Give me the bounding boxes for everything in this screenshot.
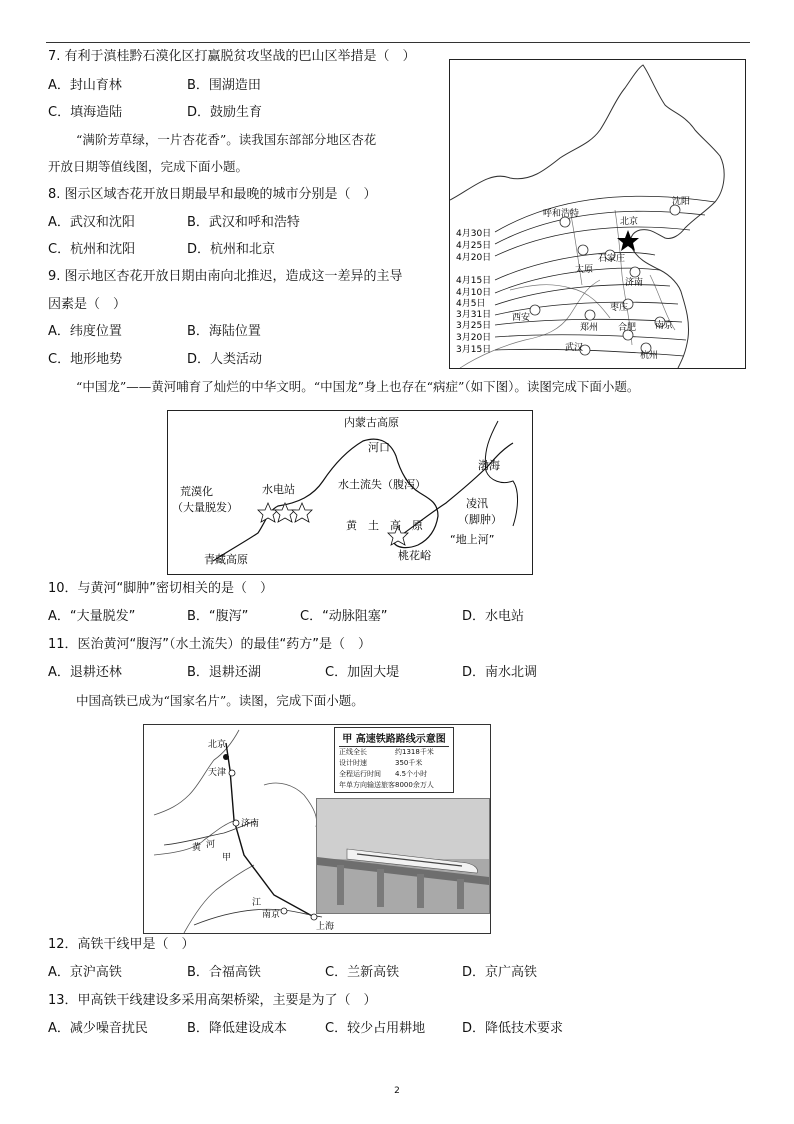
city-marker [630, 267, 640, 277]
rail-line-jia [226, 743, 314, 917]
q9-option-a[interactable]: A．纬度位置 [48, 324, 122, 339]
label-hekou: 河口 [368, 441, 390, 454]
apricot-map-drawing [450, 60, 745, 368]
q8-option-a[interactable]: A．武汉和沈阳 [48, 215, 135, 230]
isoline-label: 3月31日 [456, 310, 492, 320]
rail-table-row [339, 769, 449, 780]
hydropower-star-icon [258, 503, 278, 522]
intro-yellow-river: “中国龙”——黄河哺育了灿烂的中华文明。“中国龙”身上也存在“病症”（如下图）。读图完成下面小题。 [76, 379, 640, 394]
label-bohai: 渤海 [478, 459, 500, 472]
rail-table-key: 年单方向输送旅客 [339, 781, 395, 789]
isoline-label: 4月30日 [456, 229, 492, 239]
city-label: 合肥 [618, 323, 637, 333]
q11-option-b[interactable]: B．退耕还湖 [187, 665, 261, 680]
q9-stem-line2: 因素是（ ） [48, 297, 127, 312]
isoline-label: 3月25日 [456, 321, 492, 331]
header-rule [46, 42, 750, 43]
rail-table-value: 350千米 [395, 759, 423, 767]
beijing-star-icon [617, 230, 639, 251]
city-dot [281, 908, 287, 914]
label-jiang: 江 [252, 898, 262, 908]
rail-table-row [339, 758, 449, 769]
city-label: 西安 [512, 313, 531, 323]
label-he: 河 [206, 840, 216, 850]
coastline [264, 783, 317, 827]
q7-option-b[interactable]: B．围湖造田 [187, 78, 261, 93]
city-marker [585, 310, 595, 320]
q13-option-b[interactable]: B．降低建设成本 [187, 1021, 287, 1036]
intro-high-speed-rail: 中国高铁已成为“国家名片”。读图，完成下面小题。 [76, 693, 364, 708]
city-label: 沈阳 [672, 197, 691, 207]
city-label: 北京 [620, 217, 639, 227]
isoline-label: 4月20日 [456, 253, 492, 263]
label-jinan: 济南 [241, 819, 260, 829]
q13-stem: 13．甲高铁干线建设多采用高架桥梁，主要是为了（ ） [48, 993, 377, 1008]
label-loess-plateau: 黄 土 高 原 [346, 519, 423, 532]
label-suspended-river: “地上河” [450, 533, 495, 546]
q12-option-b[interactable]: B．合福高铁 [187, 965, 261, 980]
rail-table-key: 设计时速 [339, 759, 367, 767]
city-dot [311, 914, 317, 920]
train-photo-drawing [317, 799, 489, 913]
q9-stem-line1: 9. 图示地区杏花开放日期由南向北推迟，造成这一差异的主导 [48, 269, 403, 284]
label-taohuayu: 桃花峪 [398, 549, 431, 562]
label-hair-loss: （大量脱发） [172, 501, 238, 514]
label-jia-line: 甲 [222, 853, 232, 863]
isoline-label: 4月5日 [456, 299, 486, 309]
city-label: 杭州 [640, 351, 659, 361]
coastline [485, 421, 517, 526]
isoline-apr25 [495, 211, 705, 244]
viaduct-pier [457, 879, 464, 909]
q11-stem: 11．医治黄河“腹泻”（水土流失）的最佳“药方”是（ ） [48, 637, 371, 652]
label-ice-flood: 凌汛 [466, 497, 488, 510]
city-dot [223, 754, 229, 760]
rail-table-value: 8000余万人 [395, 781, 434, 789]
sky [317, 799, 489, 859]
rail-table-value: 约1318千米 [395, 748, 434, 756]
q10-option-a[interactable]: A．“大量脱发” [48, 609, 136, 624]
hydropower-star-icon [292, 503, 312, 522]
rail-table-value: 4.5个小时 [395, 770, 428, 778]
label-beijing: 北京 [208, 740, 227, 750]
page-number: 2 [394, 1086, 400, 1096]
city-label: 枣庄 [610, 303, 629, 313]
city-label: 呼和浩特 [543, 209, 580, 219]
q7-option-c[interactable]: C．填海造陆 [48, 105, 123, 120]
q11-option-d[interactable]: D．南水北调 [462, 665, 538, 680]
q9-option-b[interactable]: B．海陆位置 [187, 324, 261, 339]
viaduct-pier [377, 869, 384, 907]
q12-option-d[interactable]: D．京广高铁 [462, 965, 538, 980]
viaduct-pier [337, 865, 344, 905]
viaduct-pier [417, 874, 424, 908]
city-label: 太原 [575, 265, 594, 275]
q9-option-d[interactable]: D．人类活动 [187, 352, 263, 367]
q13-option-c[interactable]: C．较少占用耕地 [325, 1021, 426, 1036]
label-shanghai: 上海 [316, 922, 335, 932]
city-dot [233, 820, 239, 826]
q7-option-d[interactable]: D．鼓励生育 [187, 105, 263, 120]
label-foot-swelling: （脚肿） [458, 513, 502, 526]
city-label: 石家庄 [598, 254, 626, 264]
city-marker [530, 305, 540, 315]
yellow-river-drawing [168, 411, 532, 574]
q7-option-a[interactable]: A．封山育林 [48, 78, 122, 93]
city-dot [229, 770, 235, 776]
q8-option-d[interactable]: D．杭州和北京 [187, 242, 276, 257]
label-hydropower: 水电站 [262, 483, 295, 496]
q9-option-c[interactable]: C．地形地势 [48, 352, 123, 367]
isoline-label: 4月25日 [456, 241, 492, 251]
province-border [184, 865, 254, 933]
intro-apricot-line2: 开放日期等值线图，完成下面小题。 [48, 159, 249, 174]
q7-stem: 7. 有利于滇桂黔石漠化区打赢脱贫攻坚战的巴山区举措是（ ） [48, 49, 416, 64]
label-qingzang: 青藏高原 [204, 553, 248, 566]
province-border [154, 730, 239, 815]
label-desertification: 荒漠化 [180, 485, 213, 498]
label-inner-mongolia: 内蒙古高原 [344, 416, 399, 429]
isoline-label: 3月20日 [456, 333, 492, 343]
city-label: 济南 [625, 278, 644, 288]
isoline-label: 3月15日 [456, 345, 492, 355]
q11-option-c[interactable]: C．加固大堤 [325, 665, 400, 680]
q12-option-a[interactable]: A．京沪高铁 [48, 965, 122, 980]
q13-option-a[interactable]: A．减少噪音扰民 [48, 1021, 148, 1036]
label-huang: 黄 [192, 843, 202, 853]
isoline-label: 4月15日 [456, 276, 492, 286]
isoline-mar20 [495, 335, 686, 340]
label-nanjing: 南京 [262, 910, 281, 920]
rail-table-row [339, 780, 449, 791]
city-label: 武汉 [565, 343, 584, 353]
q11-option-a[interactable]: A．退耕还林 [48, 665, 122, 680]
isoline-label: 4月10日 [456, 288, 492, 298]
isoline-apr20 [495, 227, 690, 256]
q10-option-d[interactable]: D．水电站 [462, 609, 525, 624]
apricot-isoline-map [449, 59, 746, 369]
label-soil-erosion: 水土流失（腹泻） [338, 478, 426, 491]
train-photo [316, 798, 490, 914]
q12-stem: 12．高铁干线甲是（ ） [48, 937, 195, 952]
city-label: 郑州 [580, 323, 599, 333]
q10-option-b[interactable]: B．“腹泻” [187, 609, 249, 624]
rail-table-row [339, 747, 449, 758]
q8-stem: 8. 图示区域杏花开放日期最早和最晚的城市分别是（ ） [48, 187, 377, 202]
q10-option-c[interactable]: C．“动脉阻塞” [300, 609, 388, 624]
label-tianjin: 天津 [208, 768, 227, 778]
rail-table-key: 正线全长 [339, 748, 367, 756]
city-marker [578, 245, 588, 255]
rail-table-title: 甲 高速铁路路线示意图 [339, 730, 449, 747]
yellow-river-map [167, 410, 533, 575]
q8-option-b[interactable]: B．武汉和呼和浩特 [187, 215, 300, 230]
q13-option-d[interactable]: D．降低技术要求 [462, 1021, 564, 1036]
intro-apricot-line1: “满阶芳草绿，一片杏花香”。读我国东部部分地区杏花 [76, 132, 377, 147]
city-label: 南京 [655, 321, 674, 331]
rail-table-key: 全程运行时间 [339, 770, 381, 778]
q12-option-c[interactable]: C．兰新高铁 [325, 965, 400, 980]
rail-info-table [334, 727, 454, 793]
q10-stem: 10．与黄河“脚肿”密切相关的是（ ） [48, 581, 274, 596]
q8-option-c[interactable]: C．杭州和沈阳 [48, 242, 136, 257]
